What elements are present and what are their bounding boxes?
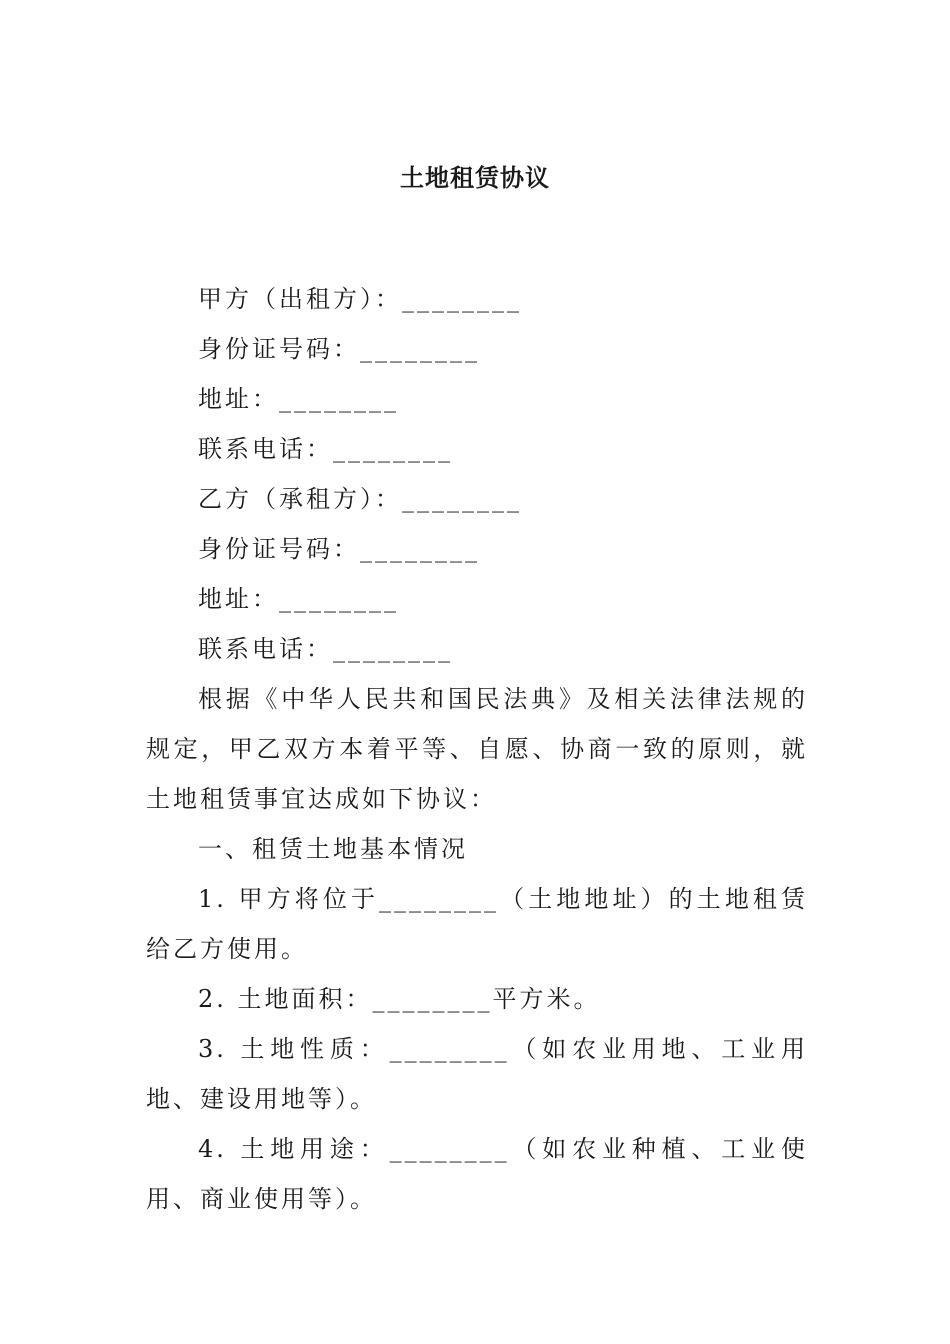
party-b-id-line: 身份证号码：________	[198, 535, 480, 563]
section-1-item: 3. 土地性质：________（如农业用地、工业用地、建设用地等）。	[146, 1035, 808, 1113]
document-body	[146, 274, 808, 1224]
section-1-heading: 一、租赁土地基本情况	[198, 835, 468, 863]
document-title: 土地租赁协议	[400, 163, 550, 192]
party-a-phone-line: 联系电话：________	[198, 435, 453, 463]
section-1-item: 1. 甲方将位于________（土地地址）的土地租赁给乙方使用。	[146, 885, 808, 963]
party-a-id-line: 身份证号码：________	[198, 335, 480, 363]
preamble-paragraph: 根据《中华人民共和国民法典》及相关法律法规的规定，甲乙双方本着平等、自愿、协商一致的原则，就土地租赁事宜达成如下协议：	[146, 685, 808, 813]
party-a-name-line: 甲方（出租方）：________	[198, 285, 522, 313]
party-b-phone-line: 联系电话：________	[198, 635, 453, 663]
party-a-address-line: 地址：________	[198, 385, 399, 413]
section-1-item: 2. 土地面积：________平方米。	[198, 985, 601, 1013]
party-b-name-line: 乙方（承租方）：________	[198, 485, 522, 513]
section-1-item: 4. 土地用途：________（如农业种植、工业使用、商业使用等）。	[146, 1135, 808, 1213]
party-b-address-line: 地址：________	[198, 585, 399, 613]
